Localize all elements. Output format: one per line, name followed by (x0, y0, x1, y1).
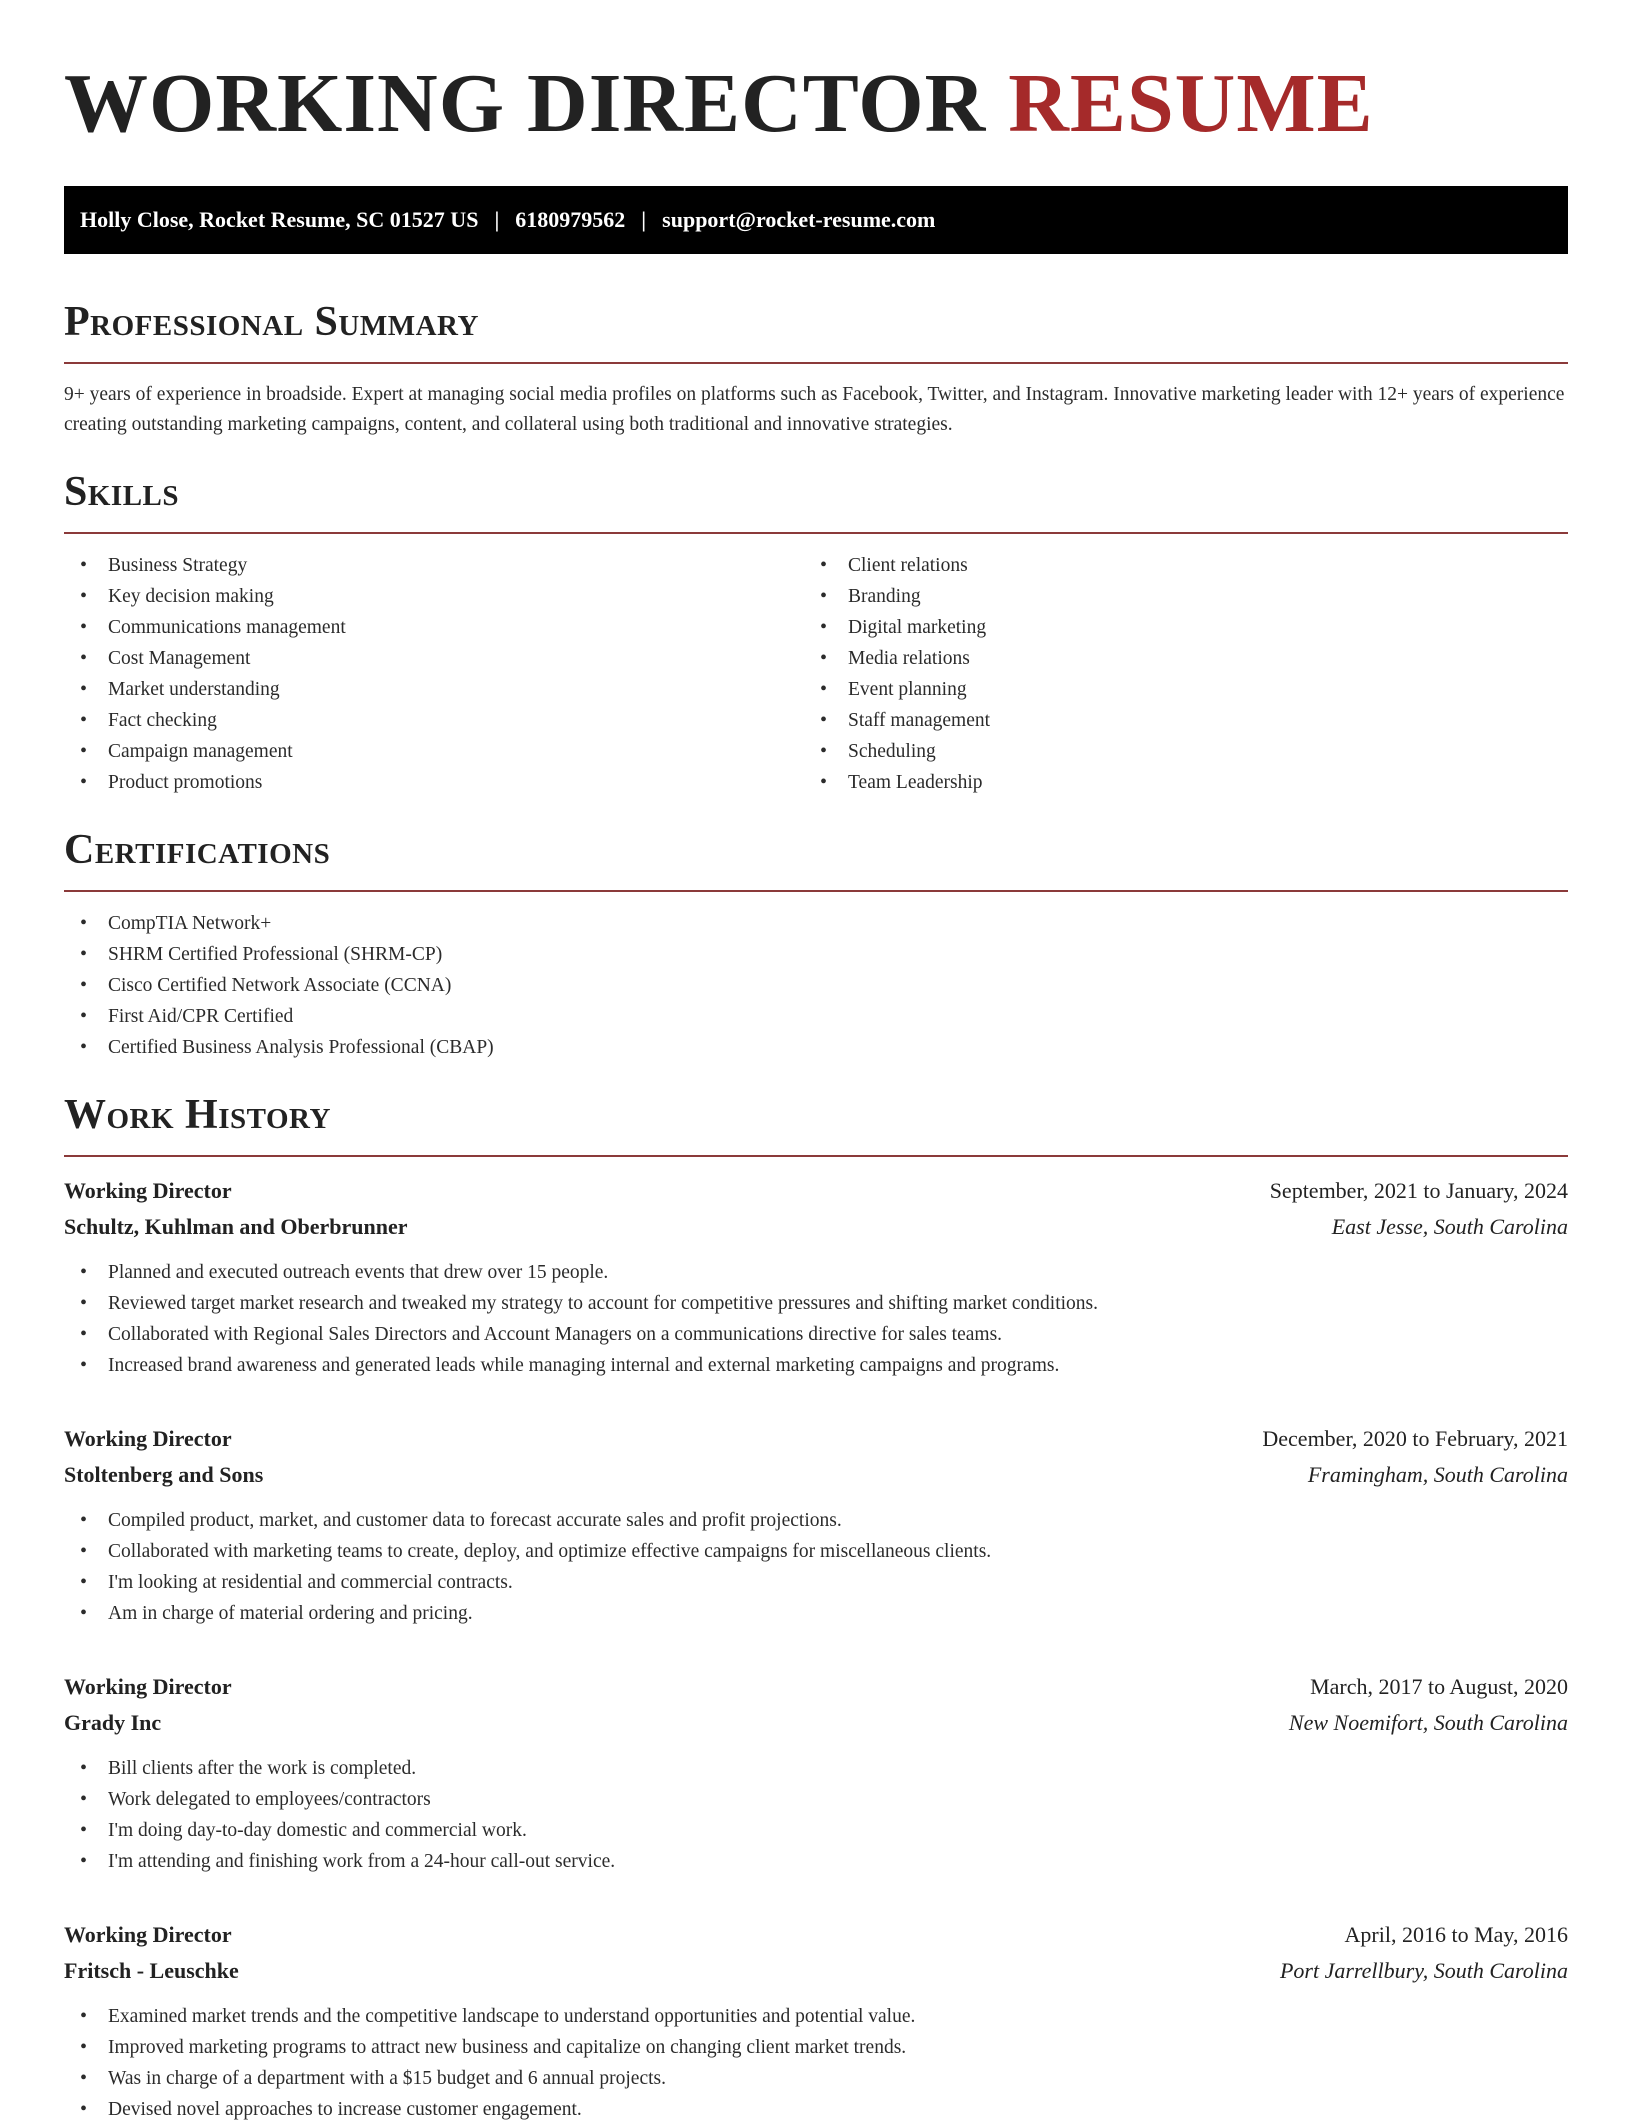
list-item: • Compiled product, market, and customer data to forecast accurate sales and profit projections. (64, 1505, 1568, 1536)
list-item: • I'm attending and finishing work from a 24-hour call-out service. (64, 1846, 1568, 1877)
job-duties (64, 1753, 1568, 1877)
job-location: Port Jarrellbury, South Carolina (1279, 1958, 1568, 1983)
section-divider (64, 890, 1568, 892)
skills-section (64, 466, 1568, 798)
list-item: • Was in charge of a department with a $15 budget and 6 annual projects. (64, 2063, 1568, 2094)
list-item: • Campaign management (64, 736, 804, 767)
resume-title (64, 56, 1568, 152)
job-dates: December, 2020 to February, 2021 (1262, 1426, 1568, 1451)
list-item: • Key decision making (64, 581, 804, 612)
job-title: Working Director (64, 1426, 232, 1451)
list-item: • I'm looking at residential and commercial contracts. (64, 1567, 1568, 1598)
job-company: Grady Inc (64, 1710, 162, 1735)
skills-list-right (804, 550, 1544, 798)
contact-bar (64, 186, 1568, 254)
list-item: • Collaborated with marketing teams to create, deploy, and optimize effective campaigns for miscellaneous clients. (64, 1536, 1568, 1567)
contact-email[interactable]: support@rocket-resume.com (662, 207, 936, 232)
section-divider (64, 532, 1568, 534)
list-item: • Media relations (804, 643, 1544, 674)
certifications-section (64, 824, 1568, 1063)
list-item: • Digital marketing (804, 612, 1544, 643)
job-location: New Noemifort, South Carolina (1288, 1710, 1568, 1735)
list-item: • Planned and executed outreach events that drew over 15 people. (64, 1257, 1568, 1288)
list-item: • I'm doing day-to-day domestic and commercial work. (64, 1815, 1568, 1846)
list-item: • Increased brand awareness and generated leads while managing internal and external marketing campaigns and programs. (64, 1350, 1568, 1381)
job-company: Schultz, Kuhlman and Oberbrunner (64, 1214, 408, 1239)
section-heading: Work History (64, 1092, 331, 1138)
list-item: • Cost Management (64, 643, 804, 674)
list-item: • Certified Business Analysis Professional (CBAP) (64, 1032, 1568, 1063)
list-item: • Business Strategy (64, 550, 804, 581)
list-item: • Product promotions (64, 767, 804, 798)
job-company: Fritsch - Leuschke (64, 1958, 239, 1983)
job-location: East Jesse, South Carolina (1331, 1214, 1568, 1239)
list-item: • Fact checking (64, 705, 804, 736)
summary-section (64, 296, 1568, 440)
job-duties (64, 2001, 1568, 2125)
contact-separator: | (641, 207, 647, 232)
job-title: Working Director (64, 1922, 232, 1947)
section-heading: Professional Summary (64, 299, 479, 345)
job-dates: April, 2016 to May, 2016 (1344, 1922, 1568, 1947)
list-item: • Scheduling (804, 736, 1544, 767)
contact-phone: 6180979562 (515, 207, 626, 232)
list-item: • Improved marketing programs to attract new business and capitalize on changing client market trends. (64, 2032, 1568, 2063)
title-accent: RESUME (1008, 57, 1374, 150)
list-item: • Reviewed target market research and tweaked my strategy to account for competitive pressures and shifting market conditions. (64, 1288, 1568, 1319)
section-heading: Skills (64, 469, 180, 515)
section-divider (64, 1155, 1568, 1157)
contact-address: Holly Close, Rocket Resume, SC 01527 US (80, 207, 479, 232)
job-dates: September, 2021 to January, 2024 (1269, 1178, 1568, 1203)
job-company: Stoltenberg and Sons (64, 1462, 264, 1487)
skills-grid (64, 550, 1568, 798)
job-entry (64, 1669, 1568, 1877)
list-item: • Examined market trends and the competitive landscape to understand opportunities and potential value. (64, 2001, 1568, 2032)
contact-separator: | (494, 207, 500, 232)
certifications-list (64, 908, 1568, 1063)
job-entry (64, 1421, 1568, 1629)
list-item: • Am in charge of material ordering and pricing. (64, 1598, 1568, 1629)
job-entry (64, 1173, 1568, 1381)
list-item: • Devised novel approaches to increase customer engagement. (64, 2094, 1568, 2125)
list-item: • Team Leadership (804, 767, 1544, 798)
list-item: • SHRM Certified Professional (SHRM-CP) (64, 939, 1568, 970)
list-item: • Branding (804, 581, 1544, 612)
list-item: • Communications management (64, 612, 804, 643)
job-duties (64, 1257, 1568, 1381)
list-item: • Event planning (804, 674, 1544, 705)
list-item: • Work delegated to employees/contractors (64, 1784, 1568, 1815)
job-title: Working Director (64, 1178, 232, 1203)
list-item: • CompTIA Network+ (64, 908, 1568, 939)
list-item: • Collaborated with Regional Sales Directors and Account Managers on a communications directive for sales teams. (64, 1319, 1568, 1350)
job-dates: March, 2017 to August, 2020 (1310, 1674, 1568, 1699)
list-item: • Cisco Certified Network Associate (CCNA) (64, 970, 1568, 1001)
job-location: Framingham, South Carolina (1307, 1462, 1568, 1487)
skills-list-left (64, 550, 804, 798)
summary-text: 9+ years of experience in broadside. Expert at managing social media profiles on platforms such as Facebook, Twitter, and Instagram. Innovative marketing leader with 12+ years of experience creating outstanding marketing campaigns, content, and collateral using both traditional and innovative strategies. (64, 384, 1565, 435)
job-entry (64, 1917, 1568, 2125)
list-item: • Staff management (804, 705, 1544, 736)
list-item: • Market understanding (64, 674, 804, 705)
work-history-section (64, 1089, 1568, 2125)
title-main: WORKING DIRECTOR (64, 57, 987, 150)
section-divider (64, 362, 1568, 364)
job-title: Working Director (64, 1674, 232, 1699)
section-heading: Certifications (64, 827, 331, 873)
list-item: • Bill clients after the work is completed. (64, 1753, 1568, 1784)
list-item: • Client relations (804, 550, 1544, 581)
list-item: • First Aid/CPR Certified (64, 1001, 1568, 1032)
job-duties (64, 1505, 1568, 1629)
